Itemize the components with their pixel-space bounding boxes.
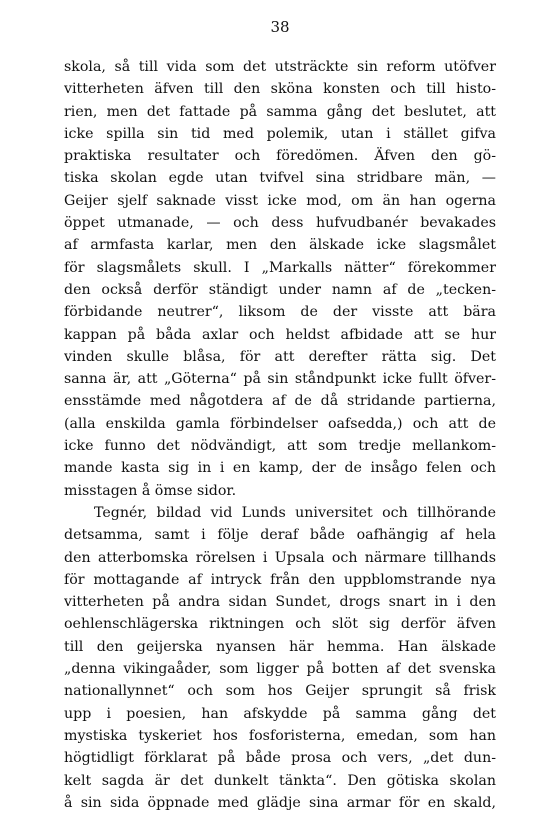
text-line: detsamma, samt i följe deraf både oafhängig af hela	[64, 527, 496, 544]
text-line: icke spilla sin tid med polemik, utan i stället gifva	[64, 125, 496, 142]
text-line: nationallynnet“ och som hos Geijer sprungit så frisk	[64, 683, 496, 700]
text-line: vinden skulle blåsa, för att derefter rätta sig. Det	[64, 348, 496, 365]
text-line: Tegnér, bildad vid Lunds universitet och tillhörande	[94, 504, 496, 521]
text-line: förbidande neutrer“, liksom de der visste att bära	[64, 304, 496, 321]
page-number: 38	[270, 18, 290, 36]
text-line: å sin sida öppnade med glädje sina armar för en skald,	[64, 794, 496, 811]
text-line: den atterbomska rörelsen i Upsala och närmare tillhands	[64, 549, 496, 566]
text-line: „denna vikingaåder, som ligger på botten af det svenska	[64, 661, 496, 678]
text-line: ensstämde med någotdera af de då stridande partierna,	[64, 393, 496, 410]
text-line: tiska skolan egde utan tvifvel sina stridbare män, —	[64, 170, 496, 187]
paragraph	[64, 502, 496, 814]
text-line: vitterheten på andra sidan Sundet, drogs snart in i den	[64, 594, 496, 611]
text-line: högtidligt förklarat på både prosa och vers, „det dun-	[64, 750, 496, 767]
text-line: rien, men det fattade på samma gång det beslutet, att	[64, 103, 496, 120]
text-line: för slagsmålets skull. I „Markalls nätter“ förekommer	[64, 259, 496, 276]
text-line: icke funno det nödvändigt, att som tredje mellankom-	[64, 438, 496, 455]
paragraph	[64, 56, 496, 502]
text-line: kappan på båda axlar och heldst afbidade att se hur	[64, 326, 496, 343]
text-line: praktiska resultater och föredömen. Äfven den gö-	[64, 148, 496, 165]
text-line: öppet utmanade, — och dess hufvudbanér bevakades	[64, 215, 496, 232]
body-text	[64, 56, 496, 814]
text-line: af armfasta karlar, men den älskade icke slagsmålet	[64, 237, 496, 254]
text-line: för mottagande af intryck från den uppblomstrande nya	[64, 571, 496, 588]
text-line: mystiska tyskeriet hos fosforisterna, emedan, som han	[64, 727, 496, 744]
text-line: vitterheten äfven till den sköna konsten och till histo-	[64, 81, 496, 98]
text-line: till den geijerska nyansen här hemma. Han älskade	[64, 638, 496, 655]
text-line: Geijer sjelf saknade visst icke mod, om än han ogerna	[64, 192, 496, 209]
text-line: (alla enskilda gamla förbindelser oafsedda,) och att de	[64, 415, 496, 432]
text-line: sanna är, att „Göterna“ på sin ståndpunkt icke fullt öfver-	[64, 371, 496, 388]
text-line: oehlenschlägerska riktningen och slöt sig derför äfven	[64, 616, 496, 633]
text-line: den också derför ständigt under namn af de „tecken-	[64, 281, 496, 298]
text-line: mande kasta sig in i en kamp, der de insågo felen och	[64, 460, 496, 477]
text-line: kelt sagda är det dunkelt tänkta“. Den götiska skolan	[64, 772, 496, 789]
text-line: misstagen å ömse sidor.	[64, 482, 237, 499]
text-line: upp i poesien, han afskydde på samma gång det	[64, 705, 496, 722]
text-line: skola, så till vida som det utsträckte sin reform utöfver	[64, 59, 496, 75]
